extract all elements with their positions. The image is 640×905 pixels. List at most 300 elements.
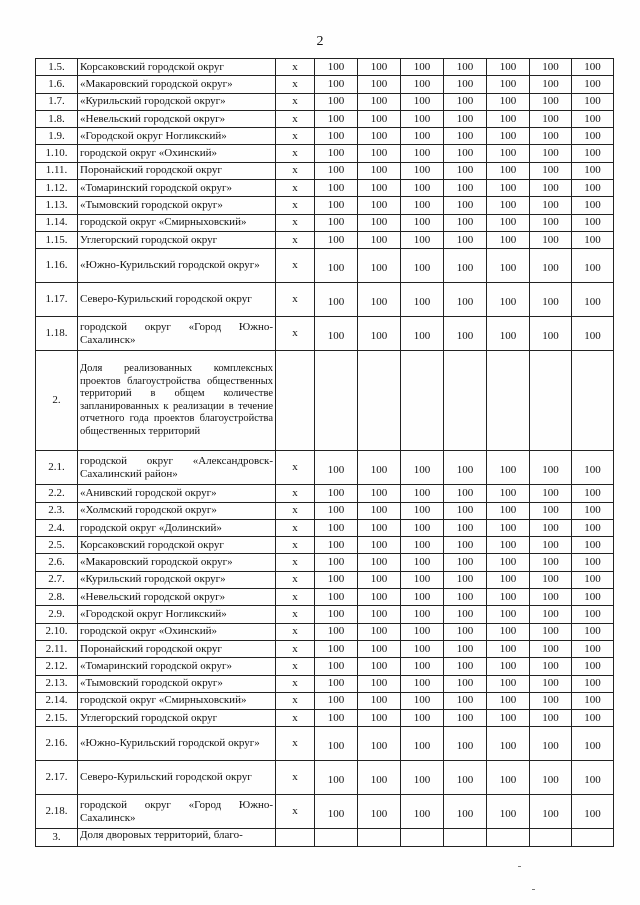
row-label: «Курильский городской округ» bbox=[78, 93, 276, 110]
year-value-cell: 100 bbox=[358, 128, 401, 145]
row-label: городской округ «Александровск-Сахалинский район» bbox=[78, 451, 276, 485]
row-number: 2.10. bbox=[36, 623, 78, 640]
table-row bbox=[36, 162, 614, 179]
row-label: «Томаринский городской округ» bbox=[78, 658, 276, 675]
year-value-cell: 100 bbox=[487, 537, 530, 554]
year-value-cell: 100 bbox=[358, 214, 401, 231]
year-value-cell: 100 bbox=[530, 249, 572, 283]
table-row bbox=[36, 571, 614, 588]
row-label: городской округ «Смирныховский» bbox=[78, 214, 276, 231]
year-value-cell: 100 bbox=[444, 59, 487, 76]
row-number: 1.12. bbox=[36, 180, 78, 197]
year-value-cell: 100 bbox=[487, 485, 530, 502]
row-label: городской округ «Город Южно-Сахалинск» bbox=[78, 795, 276, 829]
base-value-mark: х bbox=[276, 145, 315, 162]
year-value-cell: 100 bbox=[444, 710, 487, 727]
base-value-mark: х bbox=[276, 675, 315, 692]
row-label: Северо-Курильский городской округ bbox=[78, 761, 276, 795]
year-value-cell: 100 bbox=[358, 485, 401, 502]
year-value-cell: 100 bbox=[315, 59, 358, 76]
year-value-cell: 100 bbox=[444, 283, 487, 317]
year-value-cell: 100 bbox=[487, 76, 530, 93]
base-value-mark bbox=[276, 351, 315, 451]
year-value-cell bbox=[401, 829, 444, 847]
year-value-cell: 100 bbox=[444, 589, 487, 606]
year-value-cell: 100 bbox=[315, 145, 358, 162]
row-label: городской округ «Город Южно-Сахалинск» bbox=[78, 317, 276, 351]
year-value-cell: 100 bbox=[572, 675, 614, 692]
year-value-cell: 100 bbox=[530, 231, 572, 248]
year-value-cell: 100 bbox=[487, 317, 530, 351]
row-label: городской округ «Смирныховский» bbox=[78, 692, 276, 709]
table-row bbox=[36, 675, 614, 692]
year-value-cell: 100 bbox=[487, 162, 530, 179]
base-value-mark: х bbox=[276, 554, 315, 571]
year-value-cell: 100 bbox=[401, 606, 444, 623]
base-value-mark: х bbox=[276, 589, 315, 606]
year-value-cell: 100 bbox=[358, 145, 401, 162]
year-value-cell: 100 bbox=[358, 571, 401, 588]
year-value-cell: 100 bbox=[401, 231, 444, 248]
year-value-cell: 100 bbox=[358, 623, 401, 640]
year-value-cell: 100 bbox=[572, 554, 614, 571]
base-value-mark: х bbox=[276, 451, 315, 485]
year-value-cell: 100 bbox=[487, 710, 530, 727]
year-value-cell: 100 bbox=[315, 110, 358, 127]
year-value-cell: 100 bbox=[358, 795, 401, 829]
year-value-cell: 100 bbox=[487, 93, 530, 110]
year-value-cell: 100 bbox=[487, 231, 530, 248]
year-value-cell: 100 bbox=[530, 554, 572, 571]
year-value-cell: 100 bbox=[401, 519, 444, 536]
year-value-cell bbox=[572, 351, 614, 451]
row-label: «Тымовский городской округ» bbox=[78, 197, 276, 214]
year-value-cell bbox=[315, 829, 358, 847]
base-value-mark: х bbox=[276, 76, 315, 93]
table-row bbox=[36, 128, 614, 145]
year-value-cell: 100 bbox=[487, 197, 530, 214]
scan-artifact bbox=[532, 889, 535, 890]
year-value-cell: 100 bbox=[487, 640, 530, 657]
year-value-cell: 100 bbox=[401, 727, 444, 761]
year-value-cell bbox=[487, 829, 530, 847]
row-number: 2.4. bbox=[36, 519, 78, 536]
year-value-cell: 100 bbox=[487, 145, 530, 162]
year-value-cell: 100 bbox=[572, 502, 614, 519]
year-value-cell: 100 bbox=[444, 93, 487, 110]
year-value-cell: 100 bbox=[572, 451, 614, 485]
year-value-cell: 100 bbox=[358, 554, 401, 571]
row-label: «Городской округ Ногликский» bbox=[78, 128, 276, 145]
row-label: городской округ «Охинский» bbox=[78, 623, 276, 640]
year-value-cell: 100 bbox=[572, 710, 614, 727]
row-label: Доля дворовых территорий, благо- bbox=[78, 829, 276, 847]
year-value-cell: 100 bbox=[401, 640, 444, 657]
year-value-cell: 100 bbox=[487, 283, 530, 317]
year-value-cell: 100 bbox=[444, 162, 487, 179]
row-number: 2.1. bbox=[36, 451, 78, 485]
year-value-cell: 100 bbox=[358, 249, 401, 283]
base-value-mark: х bbox=[276, 214, 315, 231]
base-value-mark bbox=[276, 829, 315, 847]
base-value-mark: х bbox=[276, 59, 315, 76]
year-value-cell: 100 bbox=[572, 640, 614, 657]
table-row bbox=[36, 623, 614, 640]
base-value-mark: х bbox=[276, 727, 315, 761]
scan-artifact bbox=[518, 866, 521, 867]
year-value-cell: 100 bbox=[530, 519, 572, 536]
row-number: 2.18. bbox=[36, 795, 78, 829]
table-row bbox=[36, 451, 614, 485]
table-row bbox=[36, 317, 614, 351]
year-value-cell: 100 bbox=[572, 128, 614, 145]
base-value-mark: х bbox=[276, 162, 315, 179]
base-value-mark: х bbox=[276, 795, 315, 829]
year-value-cell: 100 bbox=[530, 727, 572, 761]
row-label: городской округ «Охинский» bbox=[78, 145, 276, 162]
year-value-cell: 100 bbox=[315, 93, 358, 110]
base-value-mark: х bbox=[276, 502, 315, 519]
base-value-mark: х bbox=[276, 110, 315, 127]
base-value-mark: х bbox=[276, 658, 315, 675]
year-value-cell: 100 bbox=[315, 589, 358, 606]
year-value-cell: 100 bbox=[444, 519, 487, 536]
year-value-cell: 100 bbox=[530, 451, 572, 485]
year-value-cell: 100 bbox=[444, 128, 487, 145]
row-number: 1.6. bbox=[36, 76, 78, 93]
year-value-cell bbox=[530, 351, 572, 451]
year-value-cell: 100 bbox=[401, 197, 444, 214]
base-value-mark: х bbox=[276, 485, 315, 502]
row-label: «Макаровский городской округ» bbox=[78, 76, 276, 93]
year-value-cell: 100 bbox=[530, 640, 572, 657]
year-value-cell: 100 bbox=[444, 623, 487, 640]
table-row bbox=[36, 231, 614, 248]
year-value-cell: 100 bbox=[444, 554, 487, 571]
year-value-cell: 100 bbox=[530, 110, 572, 127]
year-value-cell: 100 bbox=[572, 795, 614, 829]
year-value-cell: 100 bbox=[401, 589, 444, 606]
year-value-cell: 100 bbox=[444, 214, 487, 231]
year-value-cell: 100 bbox=[572, 93, 614, 110]
year-value-cell: 100 bbox=[444, 795, 487, 829]
year-value-cell: 100 bbox=[401, 658, 444, 675]
base-value-mark: х bbox=[276, 710, 315, 727]
year-value-cell: 100 bbox=[358, 93, 401, 110]
table-row bbox=[36, 145, 614, 162]
year-value-cell: 100 bbox=[487, 502, 530, 519]
year-value-cell: 100 bbox=[530, 93, 572, 110]
year-value-cell: 100 bbox=[401, 249, 444, 283]
year-value-cell: 100 bbox=[444, 640, 487, 657]
row-number: 1.18. bbox=[36, 317, 78, 351]
year-value-cell: 100 bbox=[315, 128, 358, 145]
year-value-cell: 100 bbox=[530, 128, 572, 145]
year-value-cell: 100 bbox=[444, 317, 487, 351]
year-value-cell: 100 bbox=[572, 283, 614, 317]
year-value-cell: 100 bbox=[401, 76, 444, 93]
year-value-cell: 100 bbox=[315, 519, 358, 536]
row-number: 2.12. bbox=[36, 658, 78, 675]
row-label: «Макаровский городской округ» bbox=[78, 554, 276, 571]
year-value-cell: 100 bbox=[572, 692, 614, 709]
base-value-mark: х bbox=[276, 537, 315, 554]
table-row bbox=[36, 692, 614, 709]
year-value-cell: 100 bbox=[572, 589, 614, 606]
year-value-cell: 100 bbox=[487, 589, 530, 606]
year-value-cell: 100 bbox=[444, 145, 487, 162]
year-value-cell: 100 bbox=[444, 727, 487, 761]
year-value-cell: 100 bbox=[530, 658, 572, 675]
year-value-cell: 100 bbox=[315, 502, 358, 519]
year-value-cell: 100 bbox=[401, 317, 444, 351]
row-number: 2.14. bbox=[36, 692, 78, 709]
table-row bbox=[36, 640, 614, 657]
row-number: 1.11. bbox=[36, 162, 78, 179]
year-value-cell: 100 bbox=[315, 317, 358, 351]
year-value-cell: 100 bbox=[487, 692, 530, 709]
table-row bbox=[36, 795, 614, 829]
table-row bbox=[36, 110, 614, 127]
year-value-cell: 100 bbox=[315, 180, 358, 197]
year-value-cell: 100 bbox=[315, 231, 358, 248]
year-value-cell: 100 bbox=[572, 485, 614, 502]
row-number: 1.9. bbox=[36, 128, 78, 145]
table-row bbox=[36, 59, 614, 76]
year-value-cell: 100 bbox=[358, 110, 401, 127]
year-value-cell: 100 bbox=[358, 502, 401, 519]
base-value-mark: х bbox=[276, 606, 315, 623]
year-value-cell: 100 bbox=[401, 214, 444, 231]
year-value-cell bbox=[315, 351, 358, 451]
row-label: «Городской округ Ногликский» bbox=[78, 606, 276, 623]
year-value-cell: 100 bbox=[530, 283, 572, 317]
year-value-cell: 100 bbox=[572, 162, 614, 179]
row-number: 1.14. bbox=[36, 214, 78, 231]
row-label: городской округ «Долинский» bbox=[78, 519, 276, 536]
year-value-cell: 100 bbox=[401, 795, 444, 829]
year-value-cell: 100 bbox=[315, 571, 358, 588]
base-value-mark: х bbox=[276, 571, 315, 588]
base-value-mark: х bbox=[276, 640, 315, 657]
row-label: «Курильский городской округ» bbox=[78, 571, 276, 588]
year-value-cell: 100 bbox=[444, 180, 487, 197]
row-label: Северо-Курильский городской округ bbox=[78, 283, 276, 317]
year-value-cell: 100 bbox=[358, 606, 401, 623]
year-value-cell: 100 bbox=[530, 606, 572, 623]
row-number: 2.7. bbox=[36, 571, 78, 588]
year-value-cell: 100 bbox=[401, 554, 444, 571]
year-value-cell: 100 bbox=[487, 180, 530, 197]
year-value-cell: 100 bbox=[530, 537, 572, 554]
year-value-cell: 100 bbox=[530, 692, 572, 709]
year-value-cell: 100 bbox=[487, 554, 530, 571]
table-row bbox=[36, 606, 614, 623]
year-value-cell: 100 bbox=[530, 761, 572, 795]
year-value-cell: 100 bbox=[358, 162, 401, 179]
year-value-cell: 100 bbox=[530, 502, 572, 519]
year-value-cell: 100 bbox=[572, 537, 614, 554]
row-label: Углегорский городской округ bbox=[78, 231, 276, 248]
year-value-cell: 100 bbox=[401, 485, 444, 502]
row-label: «Томаринский городской округ» bbox=[78, 180, 276, 197]
row-number: 1.10. bbox=[36, 145, 78, 162]
year-value-cell: 100 bbox=[358, 675, 401, 692]
year-value-cell: 100 bbox=[572, 658, 614, 675]
year-value-cell: 100 bbox=[401, 502, 444, 519]
table-row bbox=[36, 93, 614, 110]
year-value-cell: 100 bbox=[572, 110, 614, 127]
row-number: 1.5. bbox=[36, 59, 78, 76]
table-row bbox=[36, 76, 614, 93]
year-value-cell: 100 bbox=[572, 727, 614, 761]
year-value-cell: 100 bbox=[572, 180, 614, 197]
year-value-cell: 100 bbox=[401, 110, 444, 127]
year-value-cell: 100 bbox=[315, 692, 358, 709]
page-number: 2 bbox=[316, 34, 324, 49]
year-value-cell: 100 bbox=[358, 710, 401, 727]
year-value-cell: 100 bbox=[487, 214, 530, 231]
year-value-cell: 100 bbox=[358, 59, 401, 76]
year-value-cell: 100 bbox=[444, 761, 487, 795]
year-value-cell: 100 bbox=[487, 110, 530, 127]
year-value-cell: 100 bbox=[572, 231, 614, 248]
year-value-cell: 100 bbox=[487, 519, 530, 536]
year-value-cell: 100 bbox=[315, 162, 358, 179]
table-row bbox=[36, 485, 614, 502]
table-row bbox=[36, 283, 614, 317]
year-value-cell: 100 bbox=[358, 761, 401, 795]
year-value-cell: 100 bbox=[572, 197, 614, 214]
year-value-cell: 100 bbox=[401, 451, 444, 485]
year-value-cell: 100 bbox=[444, 537, 487, 554]
row-label: Поронайский городской округ bbox=[78, 162, 276, 179]
table-row bbox=[36, 589, 614, 606]
row-number: 2.2. bbox=[36, 485, 78, 502]
year-value-cell: 100 bbox=[401, 59, 444, 76]
base-value-mark: х bbox=[276, 519, 315, 536]
row-label: «Невельский городской округ» bbox=[78, 110, 276, 127]
row-number: 2.11. bbox=[36, 640, 78, 657]
year-value-cell: 100 bbox=[487, 795, 530, 829]
year-value-cell: 100 bbox=[444, 249, 487, 283]
year-value-cell bbox=[444, 829, 487, 847]
year-value-cell: 100 bbox=[487, 59, 530, 76]
year-value-cell: 100 bbox=[572, 519, 614, 536]
year-value-cell: 100 bbox=[487, 571, 530, 588]
row-number: 1.13. bbox=[36, 197, 78, 214]
year-value-cell: 100 bbox=[358, 197, 401, 214]
year-value-cell: 100 bbox=[401, 162, 444, 179]
year-value-cell: 100 bbox=[530, 485, 572, 502]
table-row bbox=[36, 829, 614, 847]
table-row bbox=[36, 180, 614, 197]
row-label: «Южно-Курильский городской округ» bbox=[78, 249, 276, 283]
year-value-cell: 100 bbox=[444, 571, 487, 588]
row-number: 1.8. bbox=[36, 110, 78, 127]
row-number: 2.5. bbox=[36, 537, 78, 554]
year-value-cell: 100 bbox=[572, 59, 614, 76]
year-value-cell: 100 bbox=[530, 145, 572, 162]
year-value-cell: 100 bbox=[358, 317, 401, 351]
year-value-cell: 100 bbox=[487, 675, 530, 692]
year-value-cell: 100 bbox=[358, 537, 401, 554]
table-row bbox=[36, 351, 614, 451]
year-value-cell bbox=[530, 829, 572, 847]
year-value-cell: 100 bbox=[572, 317, 614, 351]
year-value-cell: 100 bbox=[444, 110, 487, 127]
year-value-cell: 100 bbox=[444, 76, 487, 93]
year-value-cell: 100 bbox=[401, 537, 444, 554]
year-value-cell: 100 bbox=[572, 145, 614, 162]
year-value-cell: 100 bbox=[487, 727, 530, 761]
base-value-mark: х bbox=[276, 692, 315, 709]
year-value-cell: 100 bbox=[358, 451, 401, 485]
base-value-mark: х bbox=[276, 317, 315, 351]
year-value-cell: 100 bbox=[401, 145, 444, 162]
table-row bbox=[36, 502, 614, 519]
year-value-cell: 100 bbox=[315, 554, 358, 571]
row-number: 2.9. bbox=[36, 606, 78, 623]
row-label: «Южно-Курильский городской округ» bbox=[78, 727, 276, 761]
year-value-cell: 100 bbox=[358, 231, 401, 248]
year-value-cell: 100 bbox=[315, 606, 358, 623]
year-value-cell bbox=[358, 829, 401, 847]
year-value-cell: 100 bbox=[315, 727, 358, 761]
row-label: Корсаковский городской округ bbox=[78, 59, 276, 76]
year-value-cell bbox=[444, 351, 487, 451]
year-value-cell: 100 bbox=[444, 485, 487, 502]
row-number: 2.8. bbox=[36, 589, 78, 606]
year-value-cell bbox=[572, 829, 614, 847]
base-value-mark: х bbox=[276, 623, 315, 640]
year-value-cell bbox=[358, 351, 401, 451]
year-value-cell: 100 bbox=[358, 658, 401, 675]
row-label: «Холмский городской округ» bbox=[78, 502, 276, 519]
year-value-cell: 100 bbox=[401, 571, 444, 588]
year-value-cell: 100 bbox=[401, 675, 444, 692]
year-value-cell: 100 bbox=[444, 606, 487, 623]
year-value-cell: 100 bbox=[315, 537, 358, 554]
year-value-cell: 100 bbox=[572, 606, 614, 623]
year-value-cell: 100 bbox=[315, 485, 358, 502]
base-value-mark: х bbox=[276, 761, 315, 795]
year-value-cell: 100 bbox=[487, 658, 530, 675]
year-value-cell: 100 bbox=[401, 283, 444, 317]
table-row bbox=[36, 214, 614, 231]
row-number: 2.6. bbox=[36, 554, 78, 571]
year-value-cell: 100 bbox=[315, 249, 358, 283]
row-label: Доля реализованных комплексных проектов благоустройства общественных территорий в общем количестве запланированных к реализации в течение отчетного года проектов благоустройства общественных территорий bbox=[78, 351, 276, 451]
year-value-cell: 100 bbox=[358, 76, 401, 93]
year-value-cell bbox=[401, 351, 444, 451]
table-row bbox=[36, 727, 614, 761]
year-value-cell: 100 bbox=[530, 710, 572, 727]
year-value-cell: 100 bbox=[358, 589, 401, 606]
row-label: «Тымовский городской округ» bbox=[78, 675, 276, 692]
year-value-cell: 100 bbox=[530, 589, 572, 606]
year-value-cell: 100 bbox=[444, 692, 487, 709]
year-value-cell: 100 bbox=[572, 623, 614, 640]
row-number: 2.17. bbox=[36, 761, 78, 795]
year-value-cell: 100 bbox=[530, 76, 572, 93]
table-body bbox=[36, 59, 614, 847]
row-number: 2.15. bbox=[36, 710, 78, 727]
base-value-mark: х bbox=[276, 93, 315, 110]
year-value-cell: 100 bbox=[530, 214, 572, 231]
row-number: 1.16. bbox=[36, 249, 78, 283]
year-value-cell: 100 bbox=[401, 623, 444, 640]
